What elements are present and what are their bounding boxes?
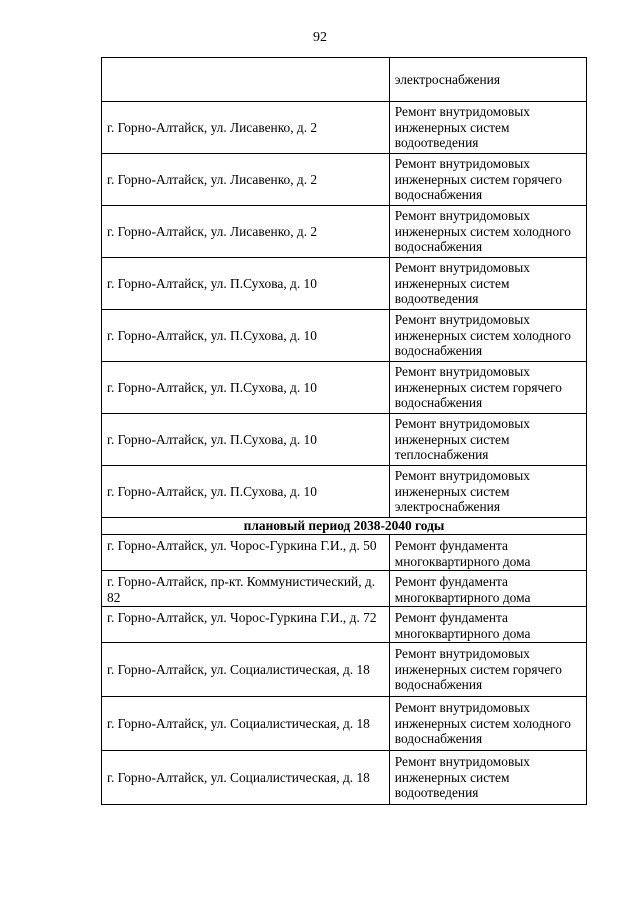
address-cell: г. Горно-Алтайск, ул. Чорос-Гуркина Г.И., д. 50 <box>102 535 390 571</box>
address-cell: г. Горно-Алтайск, ул. Социалистическая, д. 18 <box>102 751 390 805</box>
work-cell: Ремонт фундамента многоквартирного дома <box>389 571 586 607</box>
address-cell: г. Горно-Алтайск, пр-кт. Коммунистический, д. 82 <box>102 571 390 607</box>
table-row <box>102 643 587 697</box>
address-cell: г. Горно-Алтайск, ул. П.Сухова, д. 10 <box>102 362 390 414</box>
address-cell: г. Горно-Алтайск, ул. П.Сухова, д. 10 <box>102 414 390 466</box>
table-row <box>102 535 587 571</box>
work-cell: Ремонт внутридомовых инженерных систем холодного водоснабжения <box>389 697 586 751</box>
table-row <box>102 466 587 518</box>
repair-schedule-table <box>101 57 587 805</box>
table-row <box>102 258 587 310</box>
address-cell: г. Горно-Алтайск, ул. П.Сухова, д. 10 <box>102 258 390 310</box>
address-cell: г. Горно-Алтайск, ул. Лисавенко, д. 2 <box>102 102 390 154</box>
period-heading-row <box>102 518 587 535</box>
address-cell: г. Горно-Алтайск, ул. Чорос-Гуркина Г.И., д. 72 <box>102 607 390 643</box>
work-cell: Ремонт внутридомовых инженерных систем водоотведения <box>389 102 586 154</box>
work-cell: Ремонт внутридомовых инженерных систем холодного водоснабжения <box>389 206 586 258</box>
table-row <box>102 697 587 751</box>
address-cell: г. Горно-Алтайск, ул. Лисавенко, д. 2 <box>102 206 390 258</box>
work-cell: электроснабжения <box>389 58 586 102</box>
table-row <box>102 607 587 643</box>
table-row <box>102 58 587 102</box>
work-cell: Ремонт внутридомовых инженерных систем горячего водоснабжения <box>389 154 586 206</box>
work-cell: Ремонт внутридомовых инженерных систем горячего водоснабжения <box>389 362 586 414</box>
work-cell: Ремонт внутридомовых инженерных систем водоотведения <box>389 258 586 310</box>
work-cell: Ремонт внутридомовых инженерных систем водоотведения <box>389 751 586 805</box>
table-row <box>102 102 587 154</box>
address-cell: г. Горно-Алтайск, ул. Лисавенко, д. 2 <box>102 154 390 206</box>
table-row <box>102 571 587 607</box>
address-cell: г. Горно-Алтайск, ул. Социалистическая, д. 18 <box>102 697 390 751</box>
work-cell: Ремонт внутридомовых инженерных систем горячего водоснабжения <box>389 643 586 697</box>
table-row <box>102 362 587 414</box>
work-cell: Ремонт внутридомовых инженерных систем холодного водоснабжения <box>389 310 586 362</box>
period-heading: плановый период 2038-2040 годы <box>102 518 587 535</box>
work-cell: Ремонт внутридомовых инженерных систем электроснабжения <box>389 466 586 518</box>
table-row <box>102 206 587 258</box>
work-cell: Ремонт фундамента многоквартирного дома <box>389 607 586 643</box>
work-cell: Ремонт внутридомовых инженерных систем теплоснабжения <box>389 414 586 466</box>
table-row <box>102 310 587 362</box>
address-cell: г. Горно-Алтайск, ул. П.Сухова, д. 10 <box>102 466 390 518</box>
address-cell <box>102 58 390 102</box>
work-cell: Ремонт фундамента многоквартирного дома <box>389 535 586 571</box>
page-number: 92 <box>313 30 327 45</box>
table-row <box>102 414 587 466</box>
address-cell: г. Горно-Алтайск, ул. П.Сухова, д. 10 <box>102 310 390 362</box>
table-row <box>102 154 587 206</box>
table-row <box>102 751 587 805</box>
address-cell: г. Горно-Алтайск, ул. Социалистическая, д. 18 <box>102 643 390 697</box>
